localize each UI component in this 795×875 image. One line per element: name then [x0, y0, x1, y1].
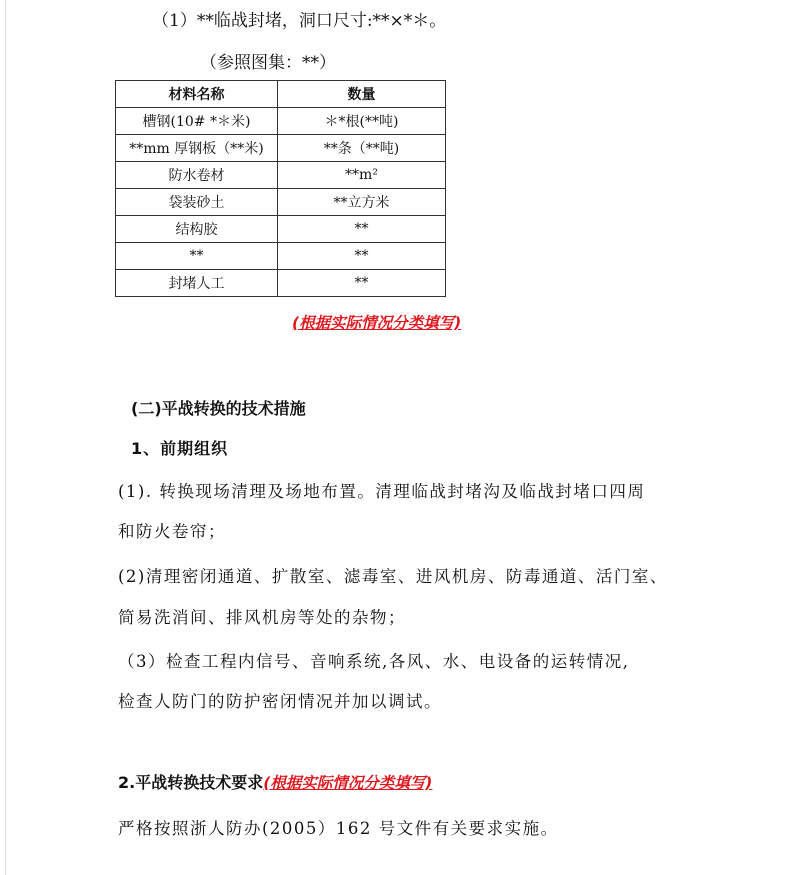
section1-heading: （1）**临战封堵，洞口尺寸:**×*＊。 [152, 11, 447, 31]
table-cell: ** [278, 270, 446, 297]
item2-line2: 简易洗消间、排风机房等处的杂物； [118, 608, 406, 627]
table-cell: ** [278, 216, 446, 243]
item3-line2: 检查人防门的防护密闭情况并加以调试。 [118, 692, 442, 711]
table-row [116, 162, 446, 189]
table-row [116, 270, 446, 297]
table-cell: **m² [278, 162, 446, 189]
table-cell: **立方米 [278, 189, 446, 216]
item2-line1: (2)清理密闭通道、扩散室、滤毒室、进风机房、防毒通道、活门室、 [118, 567, 668, 586]
table-cell: ＊*根(**吨) [278, 108, 446, 135]
header-material-name: 材料名称 [116, 81, 278, 108]
subsection2-title: 2.平战转换技术要求 [118, 773, 264, 792]
item1-line1: (1). 转换现场清理及场地布置。清理临战封堵沟及临战封堵口四周 [118, 482, 646, 501]
table-row [116, 135, 446, 162]
subsection1-title: 1、前期组织 [131, 439, 229, 458]
subsection2-text: 严格按照浙人防办(2005）162 号文件有关要求实施。 [118, 819, 559, 838]
section2-title: (二)平战转换的技术措施 [131, 399, 306, 418]
table-cell: **mm 厚钢板（**米) [116, 135, 278, 162]
table-cell: 封堵人工 [116, 270, 278, 297]
table-cell: ** [116, 243, 278, 270]
reference-text: （参照图集：**） [200, 53, 336, 73]
table-cell: **条（**吨) [278, 135, 446, 162]
subsection2-heading [118, 770, 432, 793]
table-row [116, 108, 446, 135]
table-row [116, 243, 446, 270]
fill-note: (根据实际情况分类填写) [292, 314, 462, 332]
header-quantity: 数量 [278, 81, 446, 108]
page-edge-line [5, 0, 6, 875]
table-row [116, 189, 446, 216]
table-cell: 袋装砂土 [116, 189, 278, 216]
item1-line2: 和防火卷帘； [118, 522, 226, 541]
table-cell: 结构胶 [116, 216, 278, 243]
table-cell: ** [278, 243, 446, 270]
table-cell: 槽钢(10# *＊米) [116, 108, 278, 135]
subsection2-note: (根据实际情况分类填写) [263, 774, 433, 792]
table-header-row [116, 81, 446, 108]
table-cell: 防水卷材 [116, 162, 278, 189]
table-row [116, 216, 446, 243]
item3-line1: （3）检查工程内信号、音响系统,各风、水、电设备的运转情况, [118, 652, 630, 671]
materials-table [115, 80, 446, 297]
